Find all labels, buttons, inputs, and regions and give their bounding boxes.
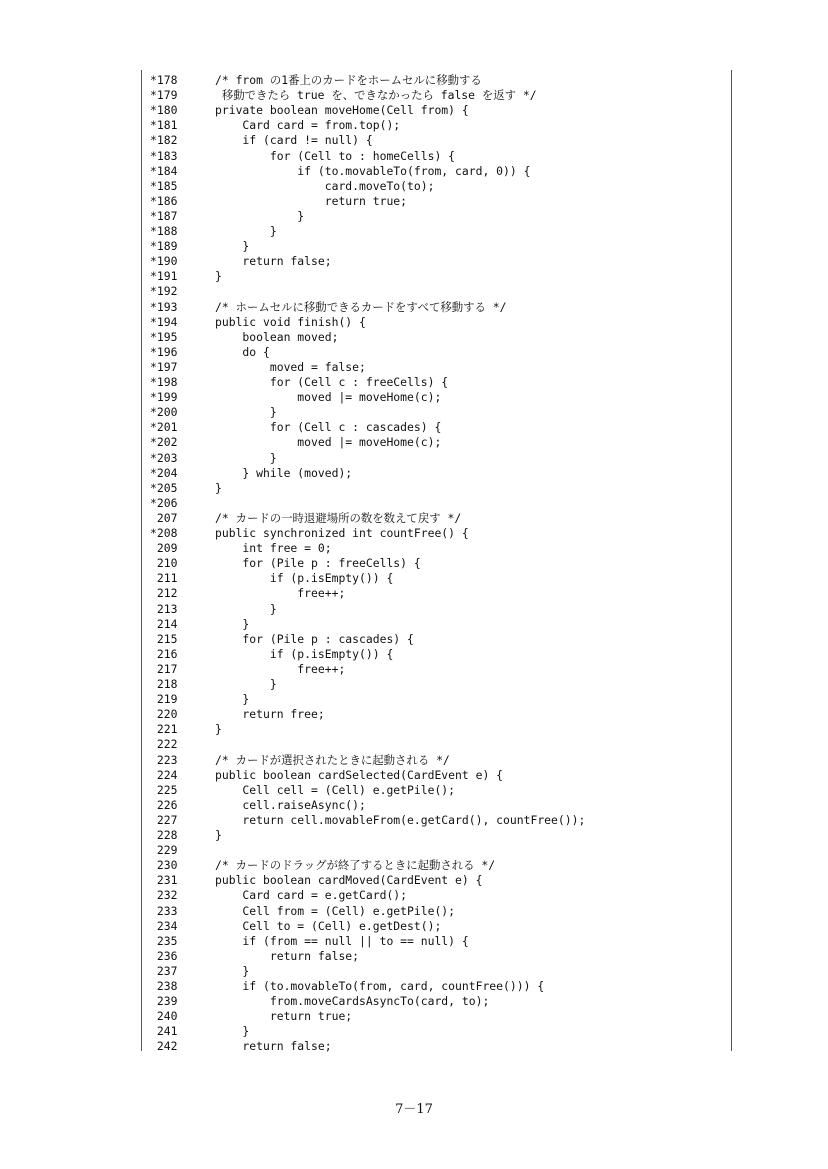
- code-line: [142, 330, 731, 345]
- line-number: *184: [150, 163, 178, 178]
- code-text: public boolean cardMoved(CardEvent e) {: [215, 873, 483, 888]
- code-line: [142, 1024, 731, 1039]
- line-number: *190: [150, 254, 178, 269]
- code-text: card.moveTo(to);: [215, 178, 435, 193]
- line-number: *197: [150, 359, 178, 374]
- code-line: [142, 73, 731, 88]
- code-line: [142, 179, 731, 194]
- code-line: [142, 88, 731, 103]
- code-line: [142, 556, 731, 571]
- code-line: [142, 768, 731, 783]
- line-number: 211: [150, 571, 178, 586]
- code-line: [142, 239, 731, 254]
- code-text: }: [215, 405, 277, 420]
- line-number: *186: [150, 193, 178, 208]
- line-number: *191: [150, 269, 178, 284]
- code-text: }: [215, 239, 250, 254]
- line-number: *183: [150, 148, 178, 163]
- code-text: }: [215, 963, 250, 978]
- code-text: public boolean cardSelected(CardEvent e) {: [215, 767, 504, 782]
- code-line: [142, 707, 731, 722]
- line-number: *189: [150, 239, 178, 254]
- line-number: 236: [150, 948, 178, 963]
- code-text: for (Cell to : homeCells) {: [215, 148, 456, 163]
- code-line: [142, 269, 731, 284]
- line-number: 234: [150, 918, 178, 933]
- line-number: 231: [150, 873, 178, 888]
- code-text: return free;: [215, 707, 325, 722]
- line-number: *200: [150, 405, 178, 420]
- code-text: }: [215, 208, 305, 223]
- code-line: [142, 677, 731, 692]
- code-text: cell.raiseAsync();: [215, 797, 366, 812]
- line-number: 228: [150, 828, 178, 842]
- line-number: 239: [150, 994, 178, 1009]
- code-text: if (to.movableTo(from, card, countFree())) {: [215, 979, 545, 993]
- code-text: if (p.isEmpty()) {: [215, 646, 394, 661]
- code-line: [142, 405, 731, 420]
- line-number: 222: [150, 737, 178, 752]
- code-line: [142, 617, 731, 632]
- code-line: [142, 934, 731, 949]
- code-line: [142, 873, 731, 888]
- code-line: [142, 586, 731, 601]
- line-number: 218: [150, 677, 178, 691]
- code-line: [142, 224, 731, 239]
- code-text: 移動できたら true を、できなかったら false を返す */: [215, 88, 537, 103]
- line-number: 216: [150, 646, 178, 661]
- code-text: return false;: [215, 948, 360, 963]
- line-number: 213: [150, 601, 178, 616]
- code-text: for (Cell c : cascades) {: [215, 420, 442, 435]
- line-number: *182: [150, 133, 178, 148]
- line-number: 210: [150, 556, 178, 571]
- code-text: /* カードのドラッグが終了するときに起動される */: [215, 858, 496, 873]
- code-line: [142, 209, 731, 224]
- code-line: [142, 345, 731, 360]
- code-line: [142, 647, 731, 662]
- line-number: 212: [150, 586, 178, 601]
- line-number: *178: [150, 73, 178, 87]
- code-text: do {: [215, 344, 270, 359]
- code-text: if (p.isEmpty()) {: [215, 571, 394, 586]
- line-number: 241: [150, 1024, 178, 1039]
- line-number: 233: [150, 903, 178, 918]
- code-line: [142, 496, 731, 511]
- line-number: *188: [150, 224, 178, 238]
- code-text: free++;: [215, 661, 346, 676]
- code-text: if (card != null) {: [215, 133, 373, 148]
- line-number: 221: [150, 722, 178, 737]
- line-number: *205: [150, 480, 178, 495]
- code-text: Cell from = (Cell) e.getPile();: [215, 903, 456, 918]
- code-text: private boolean moveHome(Cell from) {: [215, 103, 469, 118]
- code-text: from.moveCardsAsyncTo(card, to);: [215, 994, 490, 1009]
- code-listing: [141, 70, 732, 1054]
- code-line: [142, 722, 731, 737]
- code-line: [142, 254, 731, 269]
- code-line: [142, 103, 731, 118]
- code-line: [142, 481, 731, 496]
- code-line: [142, 390, 731, 405]
- code-text: public synchronized int countFree() {: [215, 526, 469, 540]
- line-number: *192: [150, 284, 178, 299]
- line-number: 230: [150, 858, 178, 873]
- line-number: 214: [150, 616, 178, 631]
- code-text: free++;: [215, 586, 346, 601]
- line-number: 242: [150, 1039, 178, 1054]
- line-number: 235: [150, 933, 178, 948]
- code-line: [142, 194, 731, 209]
- code-line: [142, 602, 731, 617]
- line-number: *179: [150, 88, 178, 103]
- code-text: }: [215, 616, 250, 631]
- code-text: }: [215, 692, 250, 707]
- code-text: if (to.movableTo(from, card, 0)) {: [215, 163, 531, 178]
- line-number: *202: [150, 435, 178, 450]
- code-text: }: [215, 601, 277, 616]
- code-text: public void finish() {: [215, 314, 366, 329]
- line-number: *180: [150, 103, 178, 118]
- code-line: [142, 133, 731, 148]
- code-line: [142, 435, 731, 450]
- code-text: Cell cell = (Cell) e.getPile();: [215, 782, 456, 797]
- code-line: [142, 1009, 731, 1024]
- line-number: 224: [150, 767, 178, 782]
- line-number: *204: [150, 465, 178, 480]
- code-text: /* カードが選択されたときに起動される */: [215, 752, 450, 767]
- code-line: [142, 919, 731, 934]
- code-text: Card card = e.getCard();: [215, 888, 408, 903]
- page-number: 7－17: [395, 1102, 433, 1117]
- line-number: *196: [150, 344, 178, 359]
- code-line: [142, 571, 731, 586]
- code-text: boolean moved;: [215, 329, 339, 344]
- code-text: int free = 0;: [215, 541, 332, 556]
- line-number: *181: [150, 118, 178, 133]
- code-line: [142, 300, 731, 315]
- code-line: [142, 813, 731, 828]
- code-line: [142, 979, 731, 994]
- code-line: [142, 1039, 731, 1054]
- line-number: 238: [150, 979, 178, 993]
- code-text: moved |= moveHome(c);: [215, 390, 442, 405]
- line-number: *208: [150, 526, 178, 540]
- line-number: 219: [150, 692, 178, 707]
- code-text: moved = false;: [215, 359, 366, 374]
- code-text: }: [215, 828, 222, 842]
- code-line: [142, 451, 731, 466]
- code-text: return cell.movableFrom(e.getCard(), countFree());: [215, 812, 586, 827]
- line-number: 209: [150, 541, 178, 556]
- code-text: /* ホームセルに移動できるカードをすべて移動する */: [215, 299, 507, 314]
- code-line: [142, 692, 731, 707]
- code-line: [142, 662, 731, 677]
- code-line: [142, 828, 731, 843]
- code-line: [142, 994, 731, 1009]
- code-line: [142, 843, 731, 858]
- code-line: [142, 360, 731, 375]
- line-number: 240: [150, 1009, 178, 1024]
- code-text: Cell to = (Cell) e.getDest();: [215, 918, 442, 933]
- code-line: [142, 632, 731, 647]
- line-number: *193: [150, 299, 178, 314]
- line-number: *198: [150, 375, 178, 389]
- code-line: [142, 511, 731, 526]
- line-number: *195: [150, 329, 178, 344]
- line-number: 207: [150, 510, 178, 525]
- code-line: [142, 949, 731, 964]
- code-text: return false;: [215, 1039, 332, 1054]
- line-number: *199: [150, 390, 178, 405]
- line-number: *203: [150, 450, 178, 465]
- code-text: return true;: [215, 193, 408, 208]
- code-text: /* カードの一時退避場所の数を数えて戻す */: [215, 510, 462, 525]
- code-text: if (from == null || to == null) {: [215, 933, 469, 948]
- line-number: 220: [150, 707, 178, 722]
- code-text: return false;: [215, 254, 332, 269]
- code-text: }: [215, 480, 222, 495]
- line-number: *201: [150, 420, 178, 435]
- code-line: [142, 541, 731, 556]
- code-line: [142, 753, 731, 768]
- line-number: 229: [150, 843, 178, 858]
- code-text: } while (moved);: [215, 465, 353, 480]
- code-text: }: [215, 722, 222, 737]
- code-line: [142, 315, 731, 330]
- code-text: moved |= moveHome(c);: [215, 435, 442, 450]
- line-number: 215: [150, 631, 178, 646]
- code-line: [142, 737, 731, 752]
- code-line: [142, 284, 731, 299]
- code-text: }: [215, 224, 277, 238]
- code-line: [142, 858, 731, 873]
- code-line: [142, 964, 731, 979]
- code-text: }: [215, 269, 222, 284]
- code-text: }: [215, 677, 277, 691]
- code-line: [142, 526, 731, 541]
- line-number: 227: [150, 812, 178, 827]
- line-number: 217: [150, 661, 178, 676]
- code-line: [142, 783, 731, 798]
- code-line: [142, 149, 731, 164]
- code-text: for (Pile p : freeCells) {: [215, 556, 421, 571]
- line-number: 223: [150, 752, 178, 767]
- line-number: 237: [150, 963, 178, 978]
- line-number: *185: [150, 178, 178, 193]
- code-line: [142, 164, 731, 179]
- code-line: [142, 888, 731, 903]
- code-text: Card card = from.top();: [215, 118, 401, 133]
- code-line: [142, 375, 731, 390]
- code-text: /* from の1番上のカードをホームセルに移動する: [215, 73, 482, 87]
- code-text: }: [215, 450, 277, 465]
- line-number: *187: [150, 208, 178, 223]
- code-line: [142, 118, 731, 133]
- code-text: for (Cell c : freeCells) {: [215, 375, 449, 389]
- code-text: }: [215, 1024, 250, 1039]
- code-line: [142, 904, 731, 919]
- code-line: [142, 798, 731, 813]
- line-number: *194: [150, 314, 178, 329]
- line-number: 232: [150, 888, 178, 903]
- line-number: 226: [150, 797, 178, 812]
- code-text: return true;: [215, 1009, 353, 1024]
- code-text: for (Pile p : cascades) {: [215, 631, 414, 646]
- code-line: [142, 420, 731, 435]
- line-number: 225: [150, 782, 178, 797]
- code-line: [142, 466, 731, 481]
- line-number: *206: [150, 495, 178, 510]
